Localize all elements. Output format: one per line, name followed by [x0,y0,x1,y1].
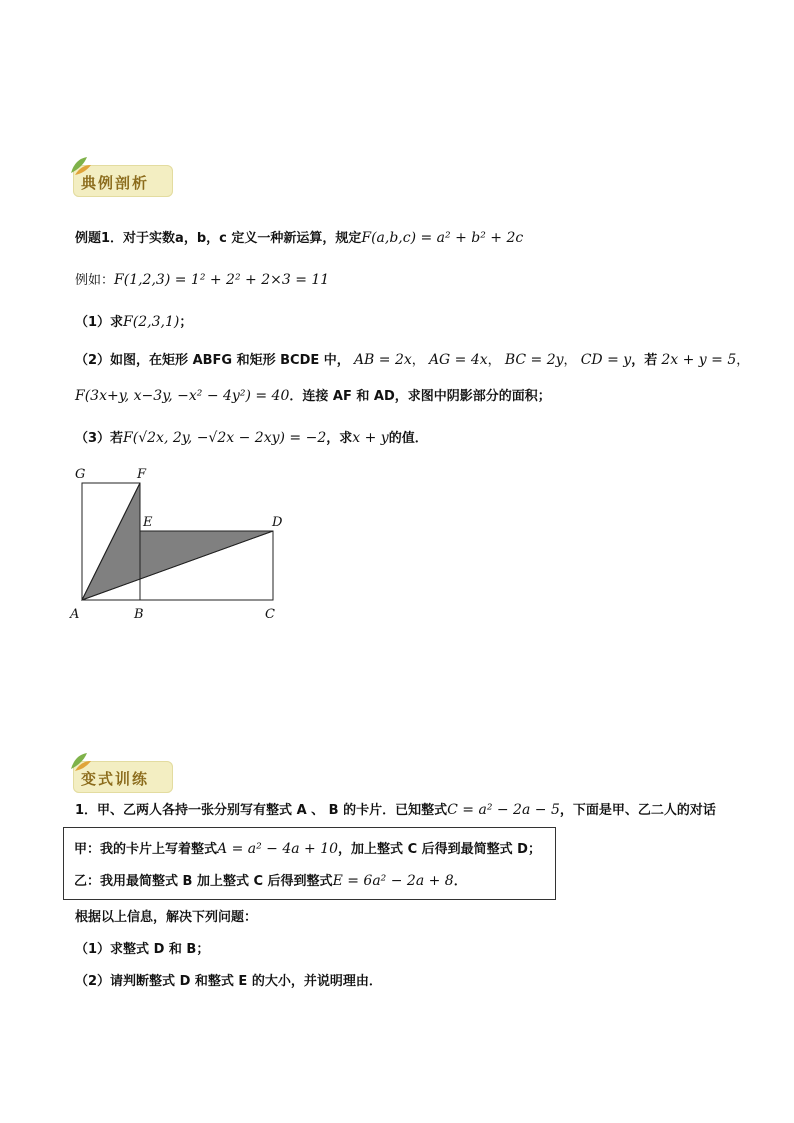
dialogue-box [63,827,556,900]
question-1 [75,312,192,333]
q2-if: ，若 [631,353,658,368]
instance-formula: F(1,2,3) = 1² + 2² + 2×3 = 11 [114,272,330,288]
example-1-statement [75,228,523,249]
yi-formula: E = 6a² − 2a + 8 [332,873,454,889]
q3-formula: F(√2x, 2y, −√2x − 2xy) = −2 [123,430,327,446]
practice-1-statement [75,800,716,821]
q1-label: （1）求 [75,315,124,330]
question-3 [75,428,428,449]
jia-text-a: 甲：我的卡片上写着整式 [74,842,218,857]
jia-text-b: ，加上整式 C 后得到最简整式 D； [338,842,541,857]
q2-formula: F(3x+y, x−3y, −x² − 4y²) = 40 [75,388,290,404]
q2-cd: CD = y [580,352,632,368]
q1-formula: F(2,3,1) [123,314,180,330]
instance-label: 例如： [75,273,115,288]
dialogue-line-jia [74,839,541,860]
p1-formula: C = a² − 2a − 5 [447,802,560,818]
q2-ab: AB = 2x [353,352,412,368]
p1-text: 甲、乙两人各持一张分别写有整式 A 、 B 的卡片．已知整式 [97,803,448,818]
label-d: D [272,515,283,530]
q2-text: ．连接 AF 和 AD，求图中阴影部分的面积； [289,389,551,404]
question-2-line-1: （2）如图，在矩形 ABFG 和矩形 BCDE 中， AB = 2x， AG = 4x， BC = 2y， CD = y，若 2x + y = 5， [75,352,750,368]
rectangle-figure [60,462,300,627]
label-b: B [134,607,144,622]
label-e: E [143,515,153,530]
question-2-line-2 [75,386,551,407]
example-text: 对于实数a，b，c 定义一种新运算，规定 [123,231,362,246]
q2-condition: 2x + y = 5 [661,352,737,368]
label-f: F [137,467,147,482]
q3-mid: ，求 [326,431,353,446]
practice-question-1: （1）求整式 D 和 B； [75,942,210,957]
p1-end: ，下面是甲、乙二人的对话 [559,803,716,818]
q1-end: ； [179,315,193,330]
banner-title: 典例剖析 [81,174,150,192]
q2-bc: BC = 2y [504,352,564,368]
yi-text-b: ． [453,874,467,889]
section-banner-examples [73,165,173,197]
yi-text-a: 乙：我用最简整式 B 加上整式 C 后得到整式 [74,874,333,889]
banner-title: 变式训练 [81,770,150,788]
q3-expr: x + y [352,430,389,446]
q3-label: （3）若 [75,431,124,446]
p1-label: 1． [75,803,98,818]
info-line: 根据以上信息，解决下列问题： [75,910,258,925]
dialogue-line-yi [74,871,467,892]
q3-end: 的值． [388,431,428,446]
example-label: 例题1． [75,231,124,246]
label-a: A [70,607,80,622]
jia-formula: A = a² − 4a + 10 [217,841,339,857]
label-c: C [265,607,275,622]
q2-label: （2）如图，在矩形 ABFG 和矩形 BCDE 中， [75,353,350,368]
label-g: G [75,467,86,482]
q2-ag: AG = 4x [428,352,488,368]
example-formula: F(a,b,c) = a² + b² + 2c [361,230,524,246]
example-instance [75,270,329,291]
practice-question-2: （2）请判断整式 D 和整式 E 的大小，并说明理由． [75,974,382,989]
section-banner-practice [73,761,173,793]
